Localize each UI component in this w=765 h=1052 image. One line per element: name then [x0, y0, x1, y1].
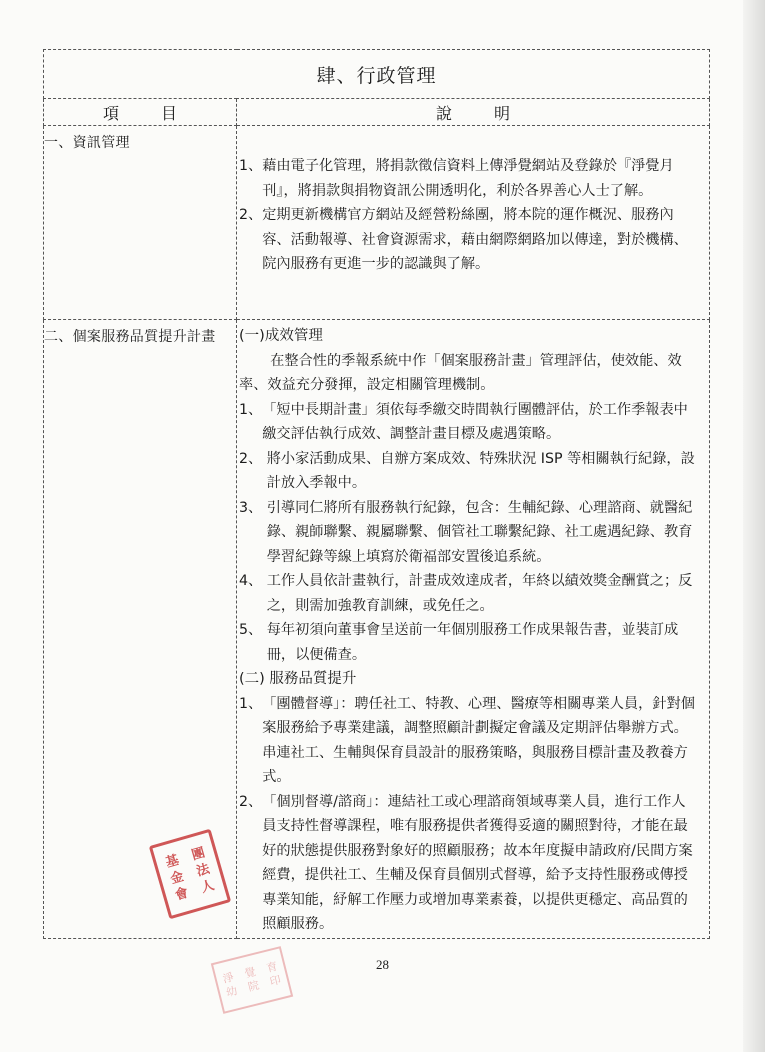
list-item: 4、 工作人員依計畫執行，計畫成效達成者，年終以績效獎金酬賞之；反之，則需加強教育訓練，或免任之。	[239, 573, 693, 614]
red-seal-stamp: 基 團 金 法 會 人	[149, 829, 231, 920]
page-number: 28	[376, 957, 389, 972]
list-item: 1、 藉由電子化管理，將捐款徵信資料上傳淨覺網站及登錄於『淨覺月刊』，將捐款與捐物資訊公開透明化，利於各界善心人士了解。	[239, 158, 674, 199]
list-item: 5、 每年初須向董事會呈送前一年個別服務工作成果報告書，並裝訂成冊，以便備查。	[239, 622, 679, 663]
table-row	[44, 126, 710, 320]
column-header-desc: 說明	[237, 99, 710, 126]
scan-page-edge	[743, 0, 765, 1052]
outcome-intro: 在整合性的季報系統中作「個案服務計畫」管理評估，使效能、效率、效益充分發揮，設定相關管理機制。	[239, 352, 682, 393]
list-item: 1、 「團體督導」：聘任社工、特教、心理、醫療等相關專業人員，針對個案服務給予專業建議，調整照顧計劃擬定會議及定期評估舉辦方式。串連社工、生輔與保育員設計的服務策略，與服務目標計畫及教養方式。	[239, 695, 695, 785]
table-row	[44, 320, 710, 939]
item-case-service-plan: 二、個案服務品質提升計畫	[44, 320, 237, 939]
list-item: 2、 將小家活動成果、自辦方案成效、特殊狀況 ISP 等相關執行紀錄，設計放入季報中。	[239, 450, 695, 491]
item-info-management: 一、資訊管理	[44, 126, 237, 320]
list-item: 2、 定期更新機構官方網站及經營粉絲團，將本院的運作概況、服務內容、活動報導、社會資源需求，藉由網際網路加以傳達，對於機構、院內服務有更進一步的認識與了解。	[239, 207, 688, 272]
admin-table	[43, 49, 710, 939]
list-item: 3、 引導同仁將所有服務執行紀錄，包含：生輔紀錄、心理諮商、就醫紀錄、親師聯繫、親屬聯繫、個管社工聯繫紀錄、社工處遇紀錄、教育學習紀錄等線上填寫於衛福部安置後追系統。	[239, 499, 693, 565]
desc-case-service-plan	[237, 320, 710, 939]
list-item: 2、 「個別督導/諮商」：連結社工或心理諮商領域專業人員，進行工作人員支持性督導課程，唯有服務提供者獲得妥適的關照對待，才能在最好的狀態提供服務對象好的照顧服務；故本年度擬申請政府/民間方案經費，提供社工、生輔及保育員個別式督導，給予支持性服務或傳授專業知能，紓解工作壓力或增加專業素養，以提供更穩定、高品質的照顧服務。	[239, 793, 693, 932]
list-item: 1、 「短中長期計畫」須依每季繳交時間執行團體評估，於工作季報表中繳交評估執行成效、調整計畫目標及處遇策略。	[239, 401, 688, 442]
subheading-service-quality: (二) 服務品質提升	[239, 671, 357, 687]
table-title: 肆、行政管理	[44, 50, 710, 99]
column-header-item: 項目	[44, 99, 237, 126]
faint-seal-stamp: 淨 覺 育 幼 院 印	[211, 946, 293, 1014]
subheading-outcome-management: (一)成效管理	[239, 328, 323, 344]
desc-info-management	[237, 126, 710, 320]
